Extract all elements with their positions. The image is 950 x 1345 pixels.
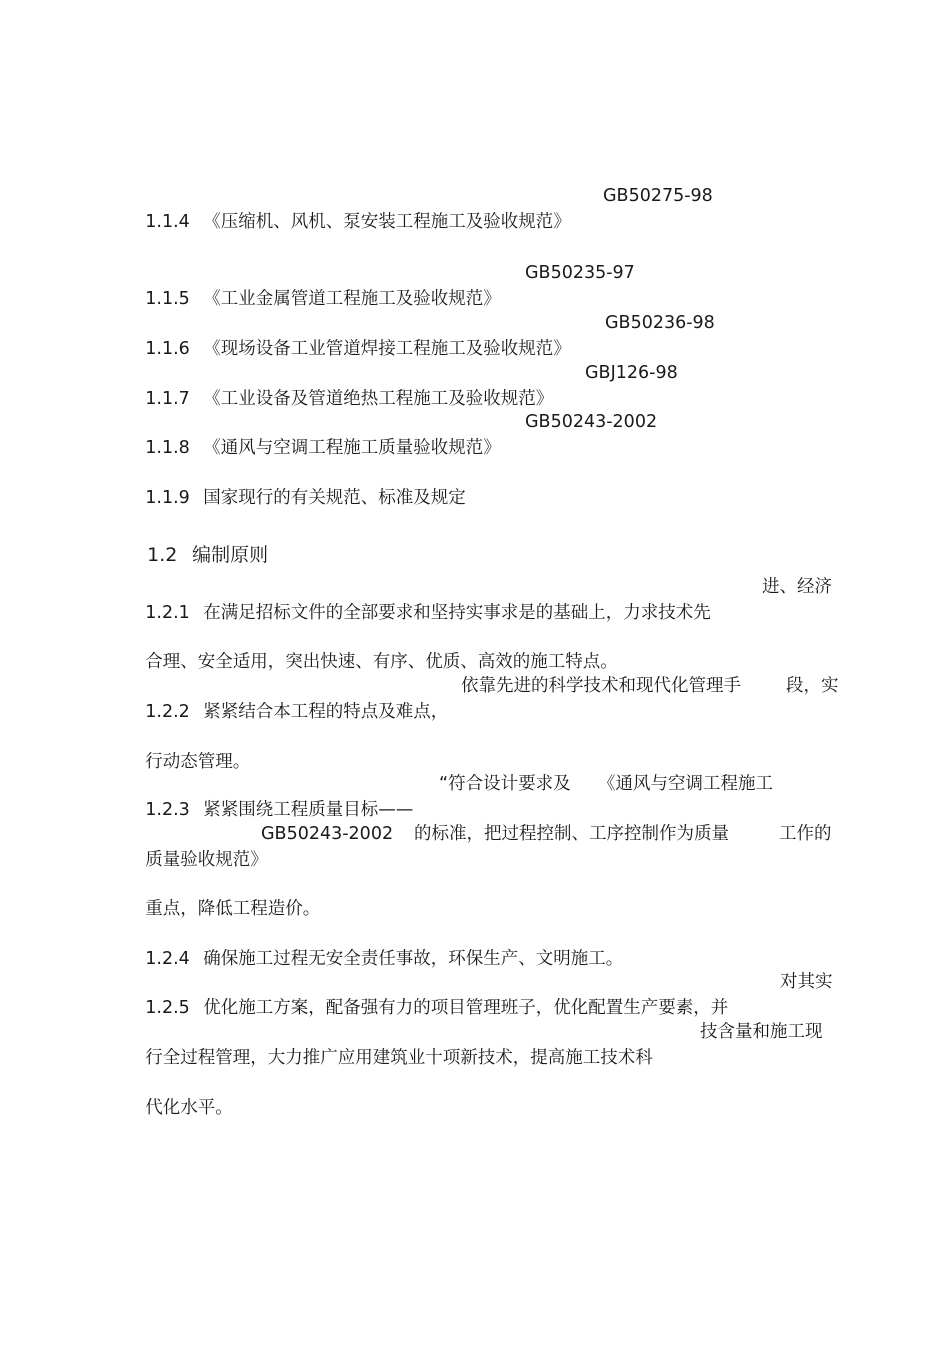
- paragraph-text: 确保施工过程无安全责任事故，环保生产、文明施工。: [203, 949, 624, 969]
- item-text: 国家现行的有关规范、标准及规定: [203, 488, 466, 508]
- standard-code: GB50236-98: [605, 313, 715, 333]
- paragraph-text: 依靠先进的科学技术和现代化管理手: [461, 676, 741, 696]
- item-text: 《通风与空调工程施工质量验收规范》: [203, 438, 501, 458]
- paragraph-text: 代化水平。: [145, 1098, 233, 1118]
- paragraph-text: 对其实: [780, 972, 833, 992]
- item-number: 1.1.7: [145, 389, 190, 409]
- paragraph-text: 技含量和施工现: [700, 1022, 823, 1042]
- paragraph-text: 优化施工方案，配备强有力的项目管理班子，优化配置生产要素，并: [203, 998, 729, 1018]
- item-text: 《工业设备及管道绝热工程施工及验收规范》: [203, 389, 554, 409]
- paragraph-text: 紧紧围绕工程质量目标——: [203, 800, 414, 820]
- paragraph-text: 工作的: [779, 824, 832, 844]
- paragraph-text: 质量验收规范》: [145, 850, 268, 870]
- section-number: 1.2: [147, 544, 178, 566]
- item-number: 1.1.9: [145, 488, 190, 508]
- standard-code: GB50235-97: [525, 263, 635, 283]
- standard-code: GB50243-2002: [525, 412, 658, 432]
- paragraph-text: 进、经济: [762, 577, 832, 597]
- item-number: 1.2.4: [145, 949, 190, 969]
- item-text: 《工业金属管道工程施工及验收规范》: [203, 289, 501, 309]
- item-number: 1.2.5: [145, 998, 190, 1018]
- paragraph-text: 行动态管理。: [145, 752, 251, 772]
- item-text: 《压缩机、风机、泵安装工程施工及验收规范》: [203, 212, 571, 232]
- item-number: 1.1.5: [145, 289, 190, 309]
- item-number: 1.1.4: [145, 212, 190, 232]
- paragraph-text: 行全过程管理，大力推广应用建筑业十项新技术，提高施工技术科: [145, 1048, 653, 1068]
- paragraph-text: “符合设计要求及: [439, 774, 571, 794]
- section-title: 编制原则: [192, 544, 269, 566]
- standard-code: GB50243-2002: [261, 824, 394, 844]
- paragraph-line: [123, 1069, 233, 1147]
- paragraph-text: 重点，降低工程造价。: [145, 899, 321, 919]
- paragraph-text: 《通风与空调工程施工: [598, 774, 773, 794]
- paragraph-text: 合理、安全适用，突出快速、有序、优质、高效的施工特点。: [145, 652, 618, 672]
- paragraph-text: 的标准，把过程控制、工序控制作为质量: [414, 824, 729, 844]
- item-number: 1.2.2: [145, 702, 190, 722]
- item-number: 1.2.1: [145, 603, 190, 623]
- item-number: 1.2.3: [145, 800, 190, 820]
- paragraph-text: 紧紧结合本工程的特点及难点，: [203, 702, 449, 722]
- item-number: 1.1.6: [145, 339, 190, 359]
- paragraph-text: 段，实: [786, 676, 839, 696]
- standard-code: GBJ126-98: [585, 363, 678, 383]
- item-number: 1.1.8: [145, 438, 190, 458]
- item-text: 《现场设备工业管道焊接工程施工及验收规范》: [203, 339, 571, 359]
- paragraph-text: 在满足招标文件的全部要求和坚持实事求是的基础上，力求技术先: [203, 603, 711, 623]
- standard-code: GB50275-98: [603, 186, 713, 206]
